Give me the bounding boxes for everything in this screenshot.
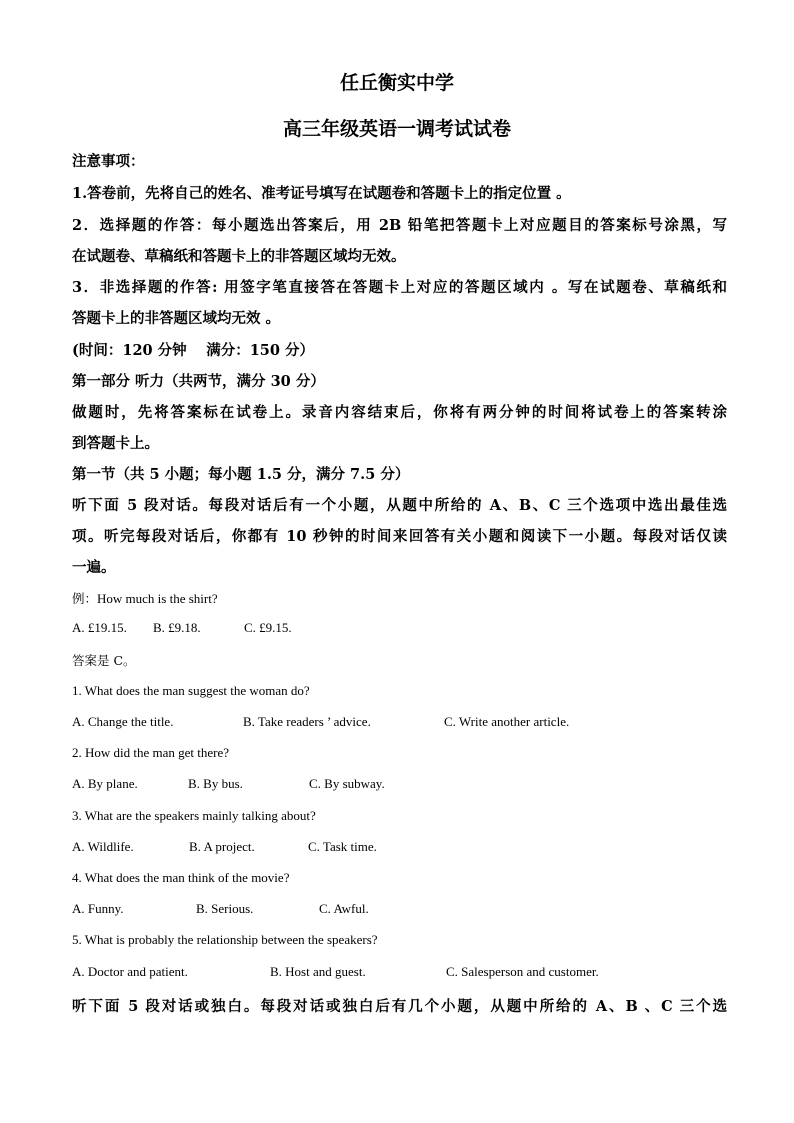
question-3: 3. What are the speakers mainly talking about?	[72, 808, 316, 823]
section-1-instructions-line-1: 听下面 5 段对话。每段对话后有一个小题，从题中所给的 A、B、C 三个选项中选出最佳选	[72, 497, 727, 514]
question-4-option-c: C. Awful.	[319, 901, 369, 916]
section-1-heading: 第一节（共 5 小题；每小题 1.5 分，满分 7.5 分）	[72, 466, 410, 483]
example-answer-text: 答案是 C。	[72, 653, 136, 668]
notes-heading: 注意事项：	[72, 153, 145, 170]
example-option-a: A. £19.15.	[72, 620, 127, 635]
question-4: 4. What does the man think of the movie?	[72, 870, 290, 885]
note-3-line-1: 3．非选择题的作答: 用签字笔直接答在答题卡上对应的答题区域内 。写在试题卷、草稿纸和	[72, 279, 727, 296]
question-5-option-b: B. Host and guest.	[270, 964, 366, 979]
question-3-option-b: B. A project.	[189, 839, 255, 854]
section-2-instructions-line-1: 听下面 5 段对话或独白。每段对话或独白后有几个小题，从题中所给的 A、B 、C 三个选	[72, 998, 727, 1015]
question-5-option-a: A. Doctor and patient.	[72, 964, 188, 979]
example-question-text: How much is the shirt?	[97, 591, 218, 606]
question-1-option-a: A. Change the title.	[72, 714, 174, 729]
time-and-score: (时间：120 分钟 满分：150 分）	[72, 342, 315, 359]
part-1-heading: 第一部分 听力（共两节，满分 30 分）	[72, 373, 325, 390]
example-prefix: 例：	[72, 591, 98, 606]
example-answer	[72, 651, 727, 669]
example-question	[72, 589, 727, 607]
note-2-line-1: 2．选择题的作答：每小题选出答案后，用 2B 铅笔把答题卡上对应题目的答案标号涂黑，写	[72, 217, 727, 234]
question-2-option-a: A. By plane.	[72, 776, 138, 791]
question-1-option-b: B. Take readers ’ advice.	[243, 714, 371, 729]
question-5: 5. What is probably the relationship between the speakers?	[72, 932, 378, 947]
question-5-option-c: C. Salesperson and customer.	[446, 964, 599, 979]
note-1: 1.答卷前，先将自己的姓名、准考证号填写在试题卷和答题卡上的指定位置 。	[72, 185, 571, 202]
section-1-instructions-line-3: 一遍。	[72, 559, 116, 576]
exam-title: 高三年级英语一调考试试卷	[282, 118, 511, 140]
example-option-c: C. £9.15.	[244, 620, 292, 635]
question-1-option-c: C. Write another article.	[444, 714, 570, 729]
school-name: 任丘衡实中学	[339, 72, 454, 94]
question-2-option-c: C. By subway.	[309, 776, 385, 791]
question-3-option-a: A. Wildlife.	[72, 839, 134, 854]
note-2-line-2: 在试题卷、草稿纸和答题卡上的非答题区域均无效。	[72, 248, 406, 265]
section-1-instructions-line-2: 项。听完每段对话后，你都有 10 秒钟的时间来回答有关小题和阅读下一小题。每段对话仅读	[72, 528, 727, 545]
part-1-intro-line-2: 到答题卡上。	[72, 435, 159, 452]
example-option-b: B. £9.18.	[153, 620, 201, 635]
question-2: 2. How did the man get there?	[72, 745, 230, 760]
question-2-option-b: B. By bus.	[188, 776, 243, 791]
question-4-option-b: B. Serious.	[196, 901, 254, 916]
question-3-option-c: C. Task time.	[308, 839, 377, 854]
question-4-option-a: A. Funny.	[72, 901, 124, 916]
question-1: 1. What does the man suggest the woman do?	[72, 683, 310, 698]
note-3-line-2: 答题卡上的非答题区域均无效 。	[72, 310, 281, 327]
part-1-intro-line-1: 做题时，先将答案标在试卷上。录音内容结束后，你将有两分钟的时间将试卷上的答案转涂	[72, 404, 727, 421]
